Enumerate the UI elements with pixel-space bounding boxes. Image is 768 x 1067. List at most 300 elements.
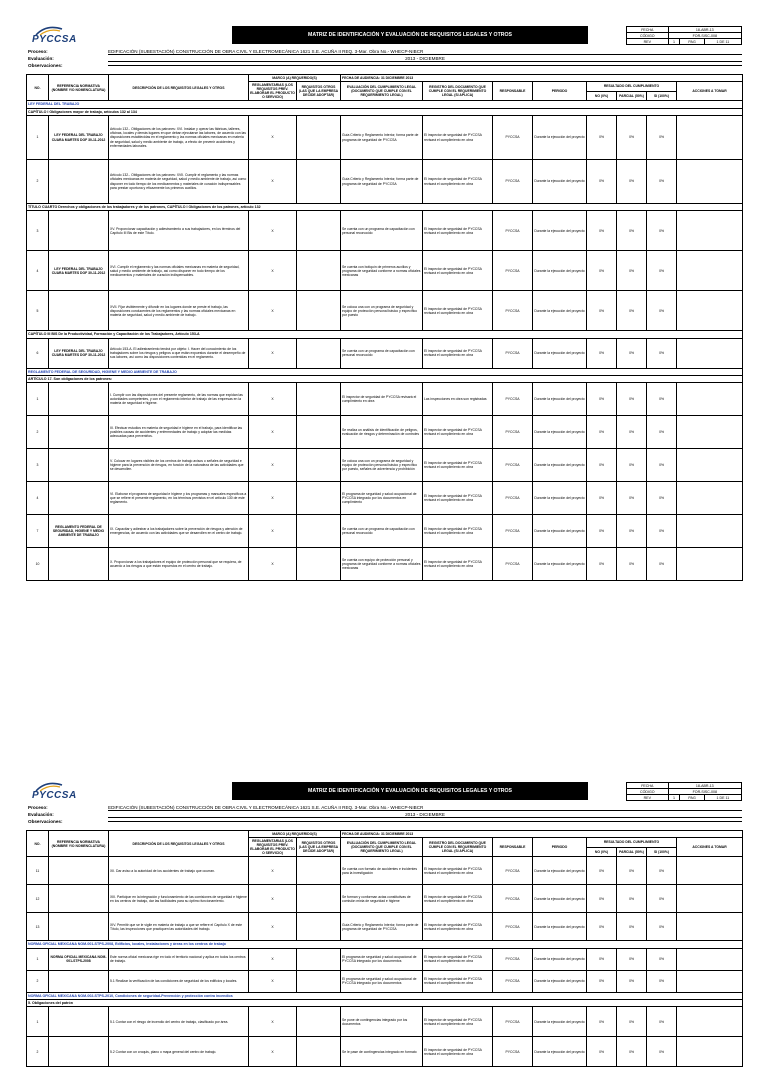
col-acciones: ACCIONES A TOMAR [677, 82, 743, 101]
row-result-yes: 0% [647, 211, 677, 251]
row-reglamentaria-mark: X [249, 515, 297, 548]
section-row [27, 331, 743, 338]
section-label: LEY FEDERAL DEL TRABAJO [27, 101, 743, 108]
company-name: PYCCSA [32, 34, 77, 45]
row-result-partial: 0% [617, 338, 647, 368]
row-reglamentaria-mark: X [249, 482, 297, 515]
section-label: REGLAMENTO FEDERAL DE SEGURIDAD, HIGIENE Y MEDIO AMBIENTE DE TRABAJO [27, 368, 743, 375]
row-result-no: 0% [587, 913, 617, 941]
col-desc: DESCRIPCIÓN DE LOS REQUISITOS LEGALES Y OTROS [109, 831, 249, 857]
row-number: 2 [27, 1037, 49, 1067]
row-result-yes: 0% [647, 338, 677, 368]
row-otros-mark [297, 913, 341, 941]
row-responsible: PYCCSA [493, 116, 533, 160]
row-reglamentaria-mark: X [249, 970, 297, 992]
row-reference [49, 160, 109, 204]
row-result-partial: 0% [617, 291, 647, 331]
section-label: NORMA OFICIAL MEXICANA NOM-002-STPS-2010, Condiciones de seguridad-Prevención y protección contra incendios [27, 992, 743, 999]
row-period: Durante la ejecución del proyecto [533, 251, 587, 291]
row-result-no: 0% [587, 857, 617, 885]
row-description: XV. Proporcionar capacitación y adiestramiento a sus trabajadores, en los términos del Capítulo III Bis de este Título. [109, 211, 249, 251]
meta-label: FECHA [627, 783, 669, 789]
row-registry: Las inspecciones en obra son registradas [423, 383, 493, 416]
row-number: 2 [27, 160, 49, 204]
row-reference: LEY FEDERAL DEL TRABAJO CUARA MARTES DOF 30-11-2012 [49, 116, 109, 160]
col-reglamentarias: REGLAMENTARIAS (LOS REQUISITOS PREV. ELABORAR EL PRODUCTO O SERVICIO) [250, 839, 295, 856]
section-row [27, 941, 743, 948]
row-result-partial: 0% [617, 515, 647, 548]
document-page-1 [26, 0, 742, 752]
row-period: Durante la ejecución del proyecto [533, 449, 587, 482]
row-actions [677, 383, 743, 416]
row-registry: El inspector de seguridad de PYCCSA revisará el cumplimiento en obra [423, 1007, 493, 1037]
col-reglamentarias: REGLAMENTARIAS (LOS REQUISITOS PREV. ELABORAR EL PRODUCTO O SERVICIO) [250, 83, 295, 100]
row-reglamentaria-mark: X [249, 251, 297, 291]
row-period: Durante la ejecución del proyecto [533, 338, 587, 368]
row-result-partial: 0% [617, 548, 647, 581]
row-actions [677, 338, 743, 368]
col-desc: DESCRIPCIÓN DE LOS REQUISITOS LEGALES Y OTROS [109, 75, 249, 101]
row-responsible: PYCCSA [493, 1007, 533, 1037]
observaciones-label: Observaciones: [28, 63, 63, 68]
proceso-label: Proceso: [28, 805, 48, 810]
row-reference [49, 291, 109, 331]
page-header [26, 756, 742, 802]
row-evaluation: Se cuenta con un programa de capacitación con personal reconocido [341, 211, 423, 251]
meta-label: REV [627, 39, 669, 45]
row-result-no: 0% [587, 449, 617, 482]
col-responsable: RESPONSABLE [493, 838, 533, 857]
meta-value: 18-ABR-13 [668, 783, 741, 789]
row-otros-mark [297, 1007, 341, 1037]
row-reference: LEY FEDERAL DEL TRABAJO CUARA MARTES DOF 30-11-2012 [49, 251, 109, 291]
row-period: Durante la ejecución del proyecto [533, 116, 587, 160]
section-row [27, 101, 743, 108]
row-description: Este norma oficial mexicana rige en todo el territorio nacional y aplica en todos los centros de trabajo. [109, 948, 249, 970]
proceso-value: EDIFICACIÓN (SUBESTACIÓN) CONSTRUCCIÓN DE OBRA CIVIL Y ELECTROMECÁNICA 1621 S.E. ACUÑA II REQ. 3-Mar. Obra No.- WHECP-NIBCR [108, 805, 742, 811]
row-responsible: PYCCSA [493, 338, 533, 368]
row-result-partial: 0% [617, 1007, 647, 1037]
row-reglamentaria-mark: X [249, 948, 297, 970]
row-result-no: 0% [587, 548, 617, 581]
row-period: Durante la ejecución del proyecto [533, 291, 587, 331]
row-number: 1 [27, 1007, 49, 1037]
meta-label: PAG [680, 39, 704, 45]
row-otros-mark [297, 515, 341, 548]
row-result-partial: 0% [617, 449, 647, 482]
row-evaluation: Se cuenta con un programa de capacitación con personal reconocido [341, 515, 423, 548]
row-result-partial: 0% [617, 251, 647, 291]
row-registry: El inspector de seguridad de PYCCSA revisará el cumplimiento en obra [423, 416, 493, 449]
row-evaluation: Se coloca una con un programa de seguridad y equipo de protección personal básico y específico por puesto, señales de advertencia y prohibición [341, 449, 423, 482]
table-row [27, 338, 743, 368]
col-marco: MARCO (A) REQUERIDO(S) [249, 831, 341, 838]
requirements-table [26, 830, 743, 1067]
row-responsible: PYCCSA [493, 383, 533, 416]
row-result-yes: 0% [647, 251, 677, 291]
row-actions [677, 251, 743, 291]
row-responsible: PYCCSA [493, 885, 533, 913]
row-result-yes: 0% [647, 383, 677, 416]
row-responsible: PYCCSA [493, 291, 533, 331]
row-registry: El inspector de seguridad de PYCCSA revisará el cumplimiento en obra [423, 857, 493, 885]
observaciones-value [108, 821, 742, 822]
col-ref: REFERENCIA NORMATIVA (NOMBRE Y/O NOMENCLATURA) [49, 831, 109, 857]
col-si: SI (100%) [647, 847, 677, 857]
row-result-no: 0% [587, 885, 617, 913]
row-result-yes: 0% [647, 857, 677, 885]
row-result-no: 0% [587, 1037, 617, 1067]
row-period: Durante la ejecución del proyecto [533, 948, 587, 970]
row-evaluation: Se le pase de contingencias integrado en formato [341, 1037, 423, 1067]
table-row [27, 970, 743, 992]
col-registro: REGISTRO DEL DOCUMENTO QUE CUMPLE CON EL REQUERIMIENTO LEGAL (SI APLICA) [423, 838, 493, 857]
row-number: 5 [27, 291, 49, 331]
row-result-yes: 0% [647, 948, 677, 970]
row-number: 4 [27, 482, 49, 515]
col-otros: REQUISITOS OTROS (LAS QUE LA EMPRESA DECIDE ADOPTAR) [297, 82, 341, 101]
row-result-no: 0% [587, 116, 617, 160]
table-row [27, 913, 743, 941]
section-row [27, 108, 743, 115]
meta-label: REV [627, 795, 669, 801]
row-actions [677, 913, 743, 941]
section-label: CAPÍTULO I Obligaciones mayor de trabajo, artículos 132 al 134 [27, 108, 743, 115]
row-description: XIII. Participar en la integración y funcionamiento de las comisiones de seguridad e higiene en los centros de trabajo, dar las facilidades para su óptimo funcionamiento. [109, 885, 249, 913]
observaciones-value [108, 65, 742, 66]
row-actions [677, 291, 743, 331]
row-period: Durante la ejecución del proyecto [533, 416, 587, 449]
table-row [27, 116, 743, 160]
section-label: 5. Obligaciones del patrón [27, 1000, 743, 1007]
col-evaluacion: EVALUACIÓN DEL CUMPLIMIENTO LEGAL (DOCUMENTO QUE CUMPLE CON EL REQUERIMIENTO LEGAL) [341, 838, 423, 857]
row-registry: El inspector de seguridad de PYCCSA revisará el cumplimiento en obra [423, 515, 493, 548]
document-info [26, 48, 742, 69]
row-actions [677, 449, 743, 482]
row-reference [49, 211, 109, 251]
row-result-partial: 0% [617, 913, 647, 941]
row-responsible: PYCCSA [493, 416, 533, 449]
row-evaluation: Se cuenta con botiquín de primeros auxilios y programa de seguridad conforme a normas oficiales mexicanas [341, 251, 423, 291]
row-reference [49, 1037, 109, 1067]
row-description: 5.1 Realizar la verificación de las condiciones de seguridad de los edificios y locales. [109, 970, 249, 992]
section-label: ARTÍCULO 17. Son obligaciones de los patrones: [27, 375, 743, 382]
col-fecha-eval: FECHA DE AUDIENCIA: 31 DICIEMBRE 2013 [341, 75, 743, 82]
company-logo [28, 782, 94, 800]
row-evaluation: Se coloca una con un programa de seguridad y equipo de protección personal básico y específico por puesto [341, 291, 423, 331]
col-registro: REGISTRO DEL DOCUMENTO QUE CUMPLE CON EL REQUERIMIENTO LEGAL (SI APLICA) [423, 82, 493, 101]
row-result-yes: 0% [647, 1007, 677, 1037]
row-description: XII. Dar aviso a la autoridad de los accidentes de trabajo que ocurran. [109, 857, 249, 885]
row-description: XIV. Permitir que se le vigile en materia de trabajo a que se refiere el Capítulo X de este Título, las inspecciones que practiquen las autoridades del trabajo. [109, 913, 249, 941]
row-result-partial: 0% [617, 211, 647, 251]
col-resultado: RESULTADO DEL CUMPLIMIENTO [587, 82, 677, 92]
row-reference: NORMA OFICIAL MEXICANA NOM-001-STPS-2008 [49, 948, 109, 970]
row-number: 1 [27, 948, 49, 970]
row-result-partial: 0% [617, 970, 647, 992]
row-number: 11 [27, 857, 49, 885]
col-ref: REFERENCIA NORMATIVA (NOMBRE Y/O NOMENCLATURA) [49, 75, 109, 101]
col-periodo: PERIODO [533, 838, 587, 857]
evaluacion-label: Evaluación: [28, 812, 54, 817]
row-description: I. Cumplir con las disposiciones del presente reglamento, de las normas que expidan las autoridades competentes, y con el reglamento interior de trabajo de las empresas en la materia de seguridad e higiene. [109, 383, 249, 416]
row-result-yes: 0% [647, 160, 677, 204]
row-result-partial: 0% [617, 948, 647, 970]
row-reference [49, 482, 109, 515]
meta-value: FOR-SISC-008 [668, 789, 741, 795]
row-reference [49, 885, 109, 913]
row-actions [677, 548, 743, 581]
row-period: Durante la ejecución del proyecto [533, 857, 587, 885]
meta-value: FOR-SISC-008 [668, 33, 741, 39]
row-description: XVI. Cumplir el reglamento y las normas oficiales mexicanas en materia de seguridad, salud y medio ambiente de trabajo, así como disponer en todo tiempo de los medicamentos y materiales de curación indispensables. [109, 251, 249, 291]
table-row [27, 251, 743, 291]
row-number: 7 [27, 515, 49, 548]
row-responsible: PYCCSA [493, 515, 533, 548]
row-otros-mark [297, 160, 341, 204]
row-reference: REGLAMENTO FEDERAL DE SEGURIDAD, HIGIENE Y MEDIO AMBIENTE DE TRABAJO [49, 515, 109, 548]
row-otros-mark [297, 1037, 341, 1067]
row-otros-mark [297, 449, 341, 482]
row-responsible: PYCCSA [493, 1037, 533, 1067]
col-resultado: RESULTADO DEL CUMPLIMIENTO [587, 838, 677, 848]
row-result-yes: 0% [647, 885, 677, 913]
table-row [27, 449, 743, 482]
row-reglamentaria-mark: X [249, 913, 297, 941]
col-no-pct: NO (0%) [587, 91, 617, 101]
row-evaluation: Se forman y conforman actas constitutivas de comisión mixta de seguridad e higiene [341, 885, 423, 913]
row-period: Durante la ejecución del proyecto [533, 970, 587, 992]
row-responsible: PYCCSA [493, 948, 533, 970]
row-reference [49, 913, 109, 941]
proceso-label: Proceso: [28, 49, 48, 54]
document-info [26, 804, 742, 825]
row-result-partial: 0% [617, 383, 647, 416]
row-reglamentaria-mark: X [249, 857, 297, 885]
row-actions [677, 482, 743, 515]
table-row [27, 416, 743, 449]
row-result-yes: 0% [647, 515, 677, 548]
row-reglamentaria-mark: X [249, 116, 297, 160]
row-registry: El inspector de seguridad de PYCCSA revisará el cumplimiento en obra [423, 449, 493, 482]
row-evaluation: Se cuenta con equipo de protección personal y programa de seguridad conforme a normas oficiales mexicanas [341, 548, 423, 581]
col-si: SI (100%) [647, 91, 677, 101]
section-row [27, 368, 743, 375]
row-registry: El inspector de seguridad de PYCCSA revisará el cumplimiento en obra [423, 970, 493, 992]
table-row [27, 1037, 743, 1067]
row-period: Durante la ejecución del proyecto [533, 482, 587, 515]
meta-value: 1 DE 11 [704, 795, 741, 801]
row-reference [49, 548, 109, 581]
row-description: IX. Capacitar y adiestrar a los trabajadores sobre la prevención de riesgos y atención de emergencias, de acuerdo con las actividades que se desarrollen en el centro de trabajo. [109, 515, 249, 548]
company-name: PYCCSA [32, 790, 77, 801]
row-description: Artículo 153-A. El adiestramiento tendrá por objeto: I. Hacer del conocimiento de los trabajadores sobre los riesgos y peligros a que están expuestos durante el desempeño de sus labores, así como las disposiciones contenidas en el reglamento. [109, 338, 249, 368]
row-reglamentaria-mark: X [249, 1037, 297, 1067]
section-label: TÍTULO CUARTO Derechos y obligaciones de los trabajadores y de los patrones, CAPÍTULO I Obligaciones de los patrones, artículo 132 [27, 204, 743, 211]
row-actions [677, 970, 743, 992]
row-number: 13 [27, 913, 49, 941]
row-otros-mark [297, 383, 341, 416]
row-result-no: 0% [587, 515, 617, 548]
row-actions [677, 515, 743, 548]
table-row [27, 548, 743, 581]
row-responsible: PYCCSA [493, 211, 533, 251]
table-row [27, 291, 743, 331]
row-reglamentaria-mark: X [249, 1007, 297, 1037]
row-result-yes: 0% [647, 116, 677, 160]
row-evaluation: Se cuenta con formato de accidentes e incidentes para la investigación [341, 857, 423, 885]
row-number: 1 [27, 383, 49, 416]
row-actions [677, 416, 743, 449]
row-otros-mark [297, 211, 341, 251]
row-registry: El inspector de seguridad de PYCCSA revisará el cumplimiento en obra [423, 1037, 493, 1067]
col-evaluacion: EVALUACIÓN DEL CUMPLIMIENTO LEGAL (DOCUMENTO QUE CUMPLE CON EL REQUERIMIENTO LEGAL) [341, 82, 423, 101]
row-registry: El inspector de seguridad de PYCCSA revisará el cumplimiento en obra [423, 338, 493, 368]
row-number: 4 [27, 251, 49, 291]
col-no: NO. [27, 75, 49, 101]
row-reference [49, 449, 109, 482]
row-result-partial: 0% [617, 116, 647, 160]
row-registry: El inspector de seguridad de PYCCSA revisará el cumplimiento en obra [423, 211, 493, 251]
section-row [27, 992, 743, 999]
row-reference [49, 970, 109, 992]
row-otros-mark [297, 857, 341, 885]
col-no: NO. [27, 831, 49, 857]
row-reglamentaria-mark: X [249, 548, 297, 581]
row-reference [49, 416, 109, 449]
row-actions [677, 1037, 743, 1067]
row-otros-mark [297, 970, 341, 992]
row-result-yes: 0% [647, 482, 677, 515]
row-actions [677, 160, 743, 204]
row-reglamentaria-mark: X [249, 449, 297, 482]
section-row [27, 375, 743, 382]
row-registry: El inspector de seguridad de PYCCSA revisará el cumplimiento en obra [423, 291, 493, 331]
row-registry: El inspector de seguridad de PYCCSA revisará el cumplimiento en obra [423, 548, 493, 581]
row-period: Durante la ejecución del proyecto [533, 383, 587, 416]
row-registry: El inspector de seguridad de PYCCSA revisará el cumplimiento en obra [423, 913, 493, 941]
evaluacion-label: Evaluación: [28, 56, 54, 61]
row-otros-mark [297, 291, 341, 331]
row-registry: El inspector de seguridad de PYCCSA revisará el cumplimiento en obra [423, 885, 493, 913]
row-period: Durante la ejecución del proyecto [533, 1007, 587, 1037]
row-actions [677, 885, 743, 913]
document-meta [626, 782, 742, 801]
row-number: 3 [27, 449, 49, 482]
row-number: 2 [27, 970, 49, 992]
row-responsible: PYCCSA [493, 548, 533, 581]
row-responsible: PYCCSA [493, 160, 533, 204]
section-row [27, 204, 743, 211]
table-row [27, 383, 743, 416]
table-row [27, 160, 743, 204]
col-periodo: PERIODO [533, 82, 587, 101]
meta-value: 1 DE 11 [704, 39, 741, 45]
row-number: 2 [27, 416, 49, 449]
row-responsible: PYCCSA [493, 970, 533, 992]
section-label: CAPÍTULO III BIS De la Productividad, Formación y Capacitación de los Trabajadores, Artículo 153-A [27, 331, 743, 338]
row-actions [677, 857, 743, 885]
row-reference [49, 383, 109, 416]
row-reglamentaria-mark: X [249, 338, 297, 368]
row-evaluation: Se realiza un análisis de identificación de peligros, evaluación de riesgos y determinación de controles [341, 416, 423, 449]
table-body [27, 101, 743, 581]
row-result-partial: 0% [617, 416, 647, 449]
row-responsible: PYCCSA [493, 913, 533, 941]
row-registry: El inspector de seguridad de PYCCSA revisará el cumplimiento en obra [423, 160, 493, 204]
table-row [27, 857, 743, 885]
row-result-no: 0% [587, 160, 617, 204]
row-reference [49, 857, 109, 885]
row-otros-mark [297, 482, 341, 515]
row-period: Durante la ejecución del proyecto [533, 548, 587, 581]
row-number: 3 [27, 211, 49, 251]
row-result-partial: 0% [617, 1037, 647, 1067]
row-responsible: PYCCSA [493, 251, 533, 291]
row-description: V. Colocar en lugares visibles de los centros de trabajo avisos o señales de seguridad e higiene para la prevención de riesgos, en función de la naturaleza de las actividades que se desarrollen. [109, 449, 249, 482]
col-marco: MARCO (A) REQUERIDO(S) [249, 75, 341, 82]
row-reglamentaria-mark: X [249, 383, 297, 416]
document-title: MATRIZ DE IDENTIFICACIÓN Y EVALUACIÓN DE REQUISITOS LEGALES Y OTROS [232, 782, 588, 800]
table-row [27, 515, 743, 548]
meta-value: 1 [668, 795, 680, 801]
row-result-no: 0% [587, 251, 617, 291]
row-otros-mark [297, 416, 341, 449]
row-number: 12 [27, 885, 49, 913]
proceso-value: EDIFICACIÓN (SUBESTACIÓN) CONSTRUCCIÓN DE OBRA CIVIL Y ELECTROMECÁNICA 1621 S.E. ACUÑA II REQ. 3-Mar. Obra No.- WHECP-NIBCR [108, 49, 742, 55]
col-no-pct: NO (0%) [587, 847, 617, 857]
requirements-table [26, 74, 743, 581]
table-body [27, 857, 743, 1067]
row-description: Artículo 132.- Obligaciones de los patrones: XVII. Cumplir el reglamento y las normas oficiales mexicanas en materia de seguridad, salud y medio ambiente de trabajo, así como disponer en todo tiempo de los medicamentos y materiales de curación indispensables para prestar oportuna y eficazmente los primeros auxilios. [109, 160, 249, 204]
row-reference [49, 1007, 109, 1037]
row-result-no: 0% [587, 211, 617, 251]
row-evaluation: Guía Criterio y Reglamento Interior, forma parte de programa de seguridad de PYCCSA [341, 913, 423, 941]
row-description: 5.2 Contar con un croquis, plano o mapa general del centro de trabajo. [109, 1037, 249, 1067]
col-parcial: PARCIAL (50%) [617, 91, 647, 101]
meta-value: 1 [668, 39, 680, 45]
row-registry: El inspector de seguridad de PYCCSA revisará el cumplimiento en obra [423, 251, 493, 291]
row-period: Durante la ejecución del proyecto [533, 1037, 587, 1067]
row-period: Durante la ejecución del proyecto [533, 515, 587, 548]
row-evaluation: El programa de seguridad y salud ocupacional de PYCCSA integrado por los documentos [341, 970, 423, 992]
row-period: Durante la ejecución del proyecto [533, 885, 587, 913]
section-label: NORMA OFICIAL MEXICANA NOM-001-STPS-2008, Edificios, locales, instalaciones y áreas en los centros de trabajo [27, 941, 743, 948]
row-responsible: PYCCSA [493, 857, 533, 885]
row-reglamentaria-mark: X [249, 211, 297, 251]
row-evaluation: El programa de seguridad y salud ocupacional de PYCCSA integrado por los documentos en cumplimiento [341, 482, 423, 515]
row-number: 1 [27, 116, 49, 160]
company-logo [28, 26, 94, 44]
row-result-yes: 0% [647, 416, 677, 449]
meta-label: CÓDIGO [627, 33, 669, 39]
row-result-no: 0% [587, 416, 617, 449]
document-page-2 [26, 756, 742, 1056]
row-registry: El inspector de seguridad de PYCCSA revisará el cumplimiento en obra [423, 116, 493, 160]
row-evaluation: Guía Criterio y Reglamento Interior, forma parte de programa de seguridad de PYCCSA [341, 160, 423, 204]
row-reglamentaria-mark: X [249, 291, 297, 331]
table-row [27, 211, 743, 251]
row-otros-mark [297, 548, 341, 581]
table-row [27, 1007, 743, 1037]
row-responsible: PYCCSA [493, 449, 533, 482]
row-otros-mark [297, 948, 341, 970]
row-result-no: 0% [587, 338, 617, 368]
row-result-yes: 0% [647, 913, 677, 941]
row-description: III. Efectuar estudios en materia de seguridad e higiene en el trabajo, para identificar las posibles causas de accidentes y enfermedades de trabajo y adoptar las medidas adecuadas para prevenirlos. [109, 416, 249, 449]
row-result-no: 0% [587, 970, 617, 992]
row-reference: LEY FEDERAL DEL TRABAJO CUARA MARTES DOF 30-11-2012 [49, 338, 109, 368]
